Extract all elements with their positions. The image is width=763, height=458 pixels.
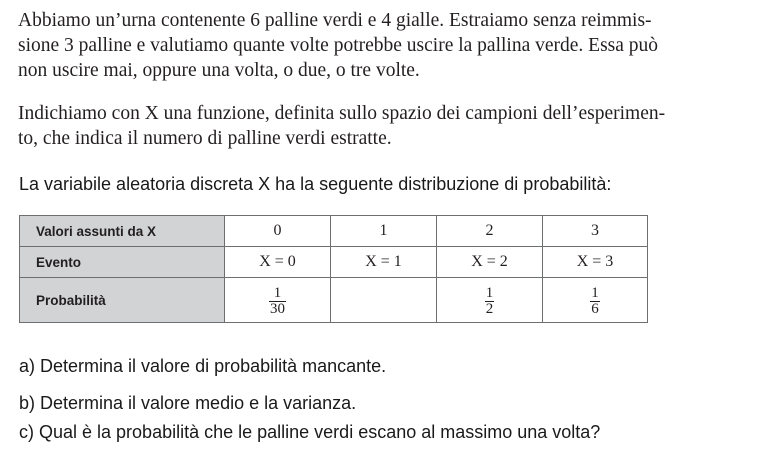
table-cell xyxy=(437,278,543,323)
probability-fraction xyxy=(590,286,600,317)
table-row-event xyxy=(20,247,648,278)
table-row-probability xyxy=(20,278,648,323)
fraction-denominator: 2 xyxy=(485,300,494,317)
probability-distribution-table xyxy=(19,215,648,323)
table-cell: 1 xyxy=(331,216,437,247)
question-b: b) Determina il valore medio e la varianza. xyxy=(19,393,357,413)
fraction-denominator: 6 xyxy=(591,300,599,317)
fraction-numerator: 1 xyxy=(273,284,282,301)
distribution-intro: La variabile aleatoria discreta X ha la seguente distribuzione di probabilità: xyxy=(19,174,612,194)
problem-paragraph-1 xyxy=(18,8,748,83)
table-cell xyxy=(225,278,331,323)
problem-paragraph-2 xyxy=(18,101,748,151)
probability-fraction xyxy=(269,286,286,317)
row-header-event: Evento xyxy=(20,247,225,278)
row-header-probability: Probabilità xyxy=(20,278,225,323)
paragraph-line: to, che indica il numero di palline verdi estratte. xyxy=(18,128,392,149)
table-cell: X = 3 xyxy=(543,247,648,278)
paragraph-line: Abbiamo un’urna contenente 6 palline verdi e 4 gialle. Estraiamo senza reimmis- xyxy=(18,10,652,31)
table-cell: 2 xyxy=(437,216,543,247)
question-a: a) Determina il valore di probabilità mancante. xyxy=(19,356,387,376)
table-cell: X = 0 xyxy=(225,247,331,278)
fraction-numerator: 1 xyxy=(485,284,494,301)
paragraph-line: non uscire mai, oppure una volta, o due, o tre volte. xyxy=(18,60,420,81)
table-cell: 0 xyxy=(225,216,331,247)
row-header-values: Valori assunti da X xyxy=(20,216,225,247)
fraction-denominator: 30 xyxy=(270,300,285,317)
table-cell: X = 2 xyxy=(437,247,543,278)
probability-fraction xyxy=(485,286,495,317)
table-cell-missing-probability xyxy=(331,278,437,323)
fraction-numerator: 1 xyxy=(591,284,599,301)
table-cell: 3 xyxy=(543,216,648,247)
question-c: c) Qual è la probabilità che le palline verdi escano al massimo una volta? xyxy=(19,422,601,442)
paragraph-line: Indichiamo con X una funzione, definita sullo spazio dei campioni dell’esperimen- xyxy=(18,103,666,124)
table-cell xyxy=(543,278,648,323)
table-cell: X = 1 xyxy=(331,247,437,278)
paragraph-line: sione 3 palline e valutiamo quante volte potrebbe uscire la pallina verde. Essa può xyxy=(18,35,659,56)
table-row-values xyxy=(20,216,648,247)
